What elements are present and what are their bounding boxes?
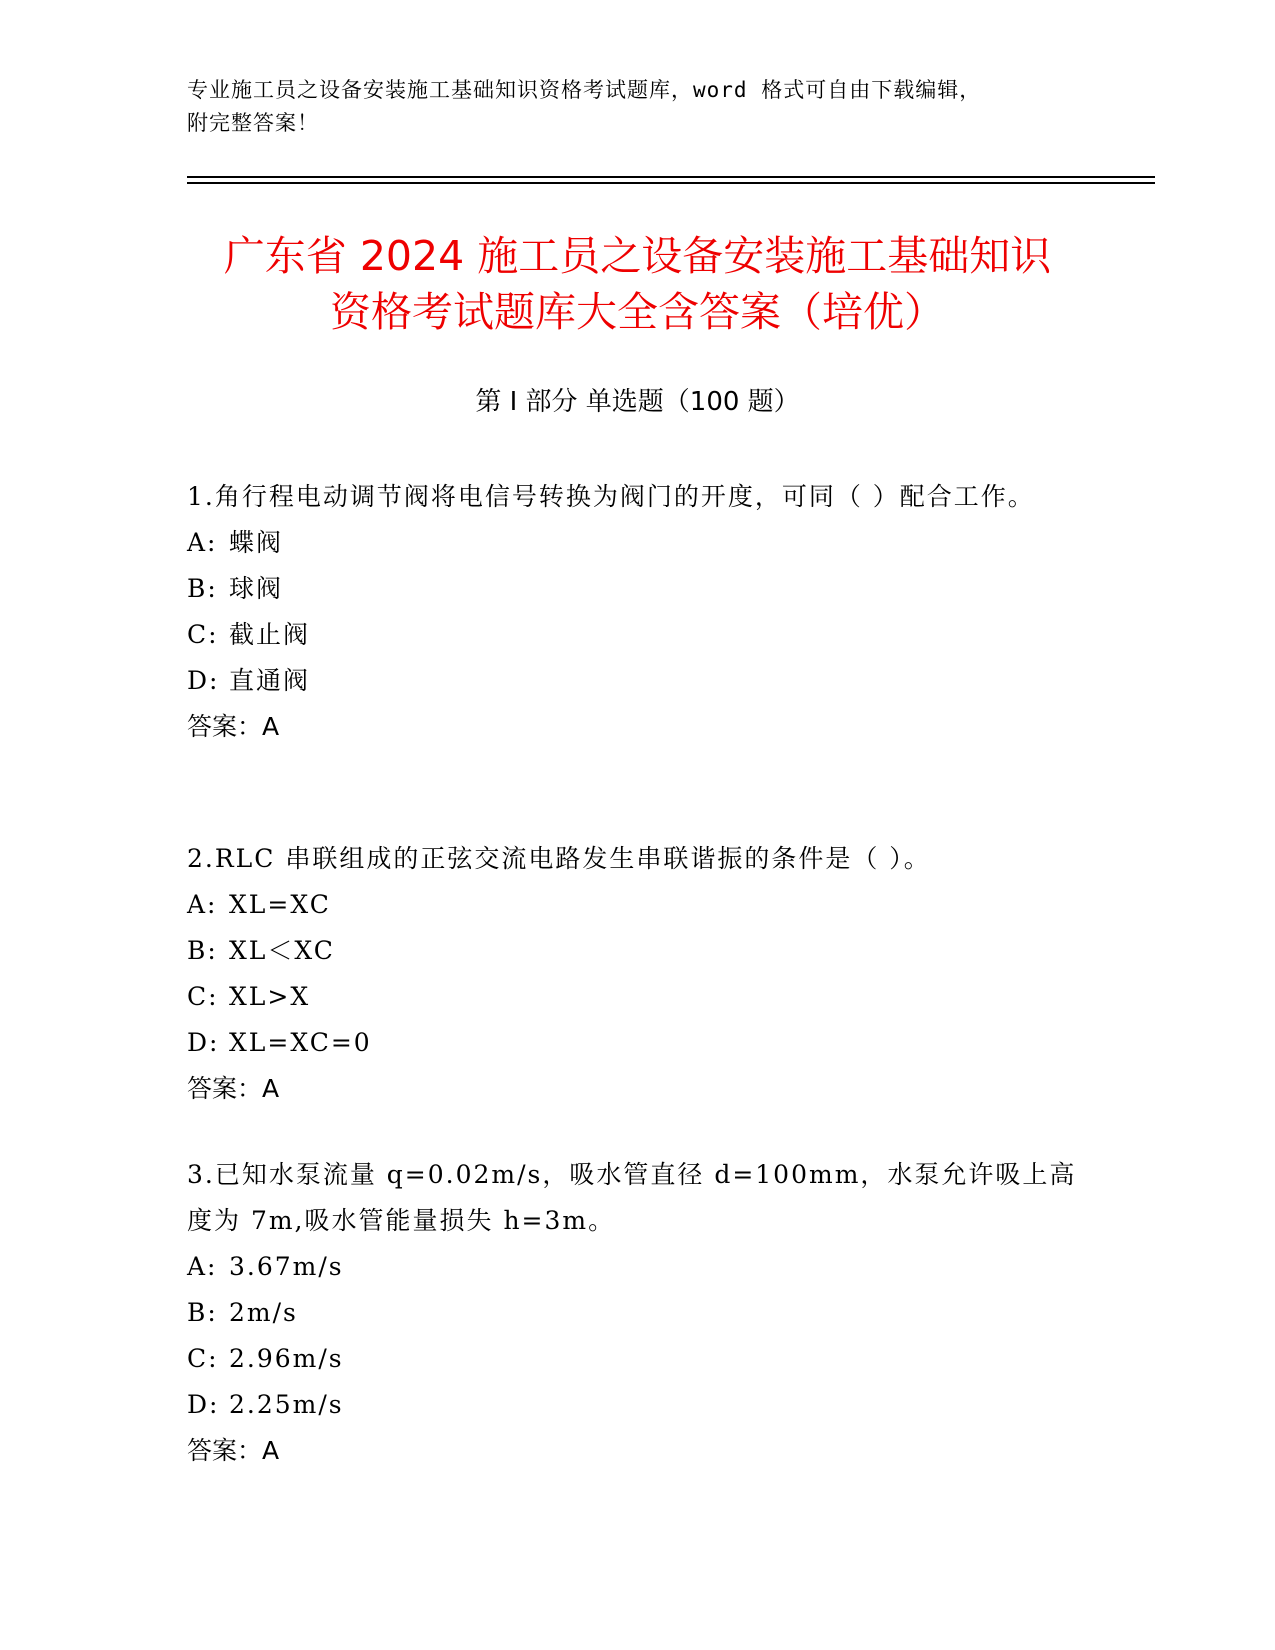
header-note-line1: 专业施工员之设备安装施工基础知识资格考试题库，word 格式可自由下载编辑， [187, 78, 982, 102]
option-letter: C: [187, 982, 219, 1011]
option-letter: C: [187, 1344, 219, 1373]
option-text: 2m/s [229, 1298, 298, 1327]
option-c [187, 1336, 1087, 1382]
option-text: XL>X [229, 982, 311, 1011]
question-stem: 3.已知水泵流量 q=0.02m/s，吸水管直径 d=100mm，水泵允许吸上高度为 7m,吸水管能量损失 h=3m。 [187, 1160, 1077, 1235]
option-letter: B: [187, 1298, 218, 1327]
option-a [187, 520, 1087, 566]
option-letter: B: [187, 574, 218, 603]
header-divider-bottom [187, 182, 1155, 184]
option-b [187, 928, 1087, 974]
answer-line: 答案：A [187, 1436, 280, 1465]
option-letter: D: [187, 666, 220, 695]
option-text: 2.25m/s [229, 1390, 344, 1419]
document-title-line1: 广东省 2024 施工员之设备安装施工基础知识 [223, 232, 1052, 280]
question-stem: 2.RLC 串联组成的正弦交流电路发生串联谐振的条件是（ ）。 [187, 844, 931, 873]
option-letter: A: [187, 1252, 218, 1281]
document-title-line2: 资格考试题库大全含答案（培优） [330, 288, 945, 336]
question-3 [187, 1152, 1087, 1474]
section-title: 第 I 部分 单选题（100 题） [475, 387, 800, 417]
question-2 [187, 836, 1087, 1112]
option-letter: A: [187, 890, 218, 919]
option-text: 直通阀 [229, 666, 311, 695]
option-text: XL=XC [229, 890, 331, 919]
option-a [187, 882, 1087, 928]
option-a [187, 1244, 1087, 1290]
option-text: 蝶阀 [229, 528, 284, 557]
option-d [187, 1020, 1087, 1066]
header-divider-top [187, 176, 1155, 178]
option-c [187, 612, 1087, 658]
option-letter: D: [187, 1028, 220, 1057]
answer-line: 答案：A [187, 1074, 280, 1103]
header-note [187, 74, 1087, 140]
document-title [140, 228, 1135, 340]
header-note-line2: 附完整答案！ [187, 111, 319, 135]
option-text: 球阀 [229, 574, 284, 603]
option-text: 截止阀 [229, 620, 311, 649]
option-letter: D: [187, 1390, 220, 1419]
option-b [187, 566, 1087, 612]
question-1 [187, 474, 1087, 750]
option-letter: C: [187, 620, 219, 649]
option-letter: A: [187, 528, 218, 557]
option-d [187, 658, 1087, 704]
answer-line: 答案：A [187, 712, 280, 741]
question-stem: 1.角行程电动调节阀将电信号转换为阀门的开度，可同（ ）配合工作。 [187, 482, 1035, 511]
option-b [187, 1290, 1087, 1336]
option-text: 3.67m/s [229, 1252, 344, 1281]
option-letter: B: [187, 936, 218, 965]
option-text: 2.96m/s [229, 1344, 344, 1373]
option-c [187, 974, 1087, 1020]
option-d [187, 1382, 1087, 1428]
option-text: XL＜XC [229, 936, 335, 965]
option-text: XL=XC=0 [229, 1028, 372, 1057]
